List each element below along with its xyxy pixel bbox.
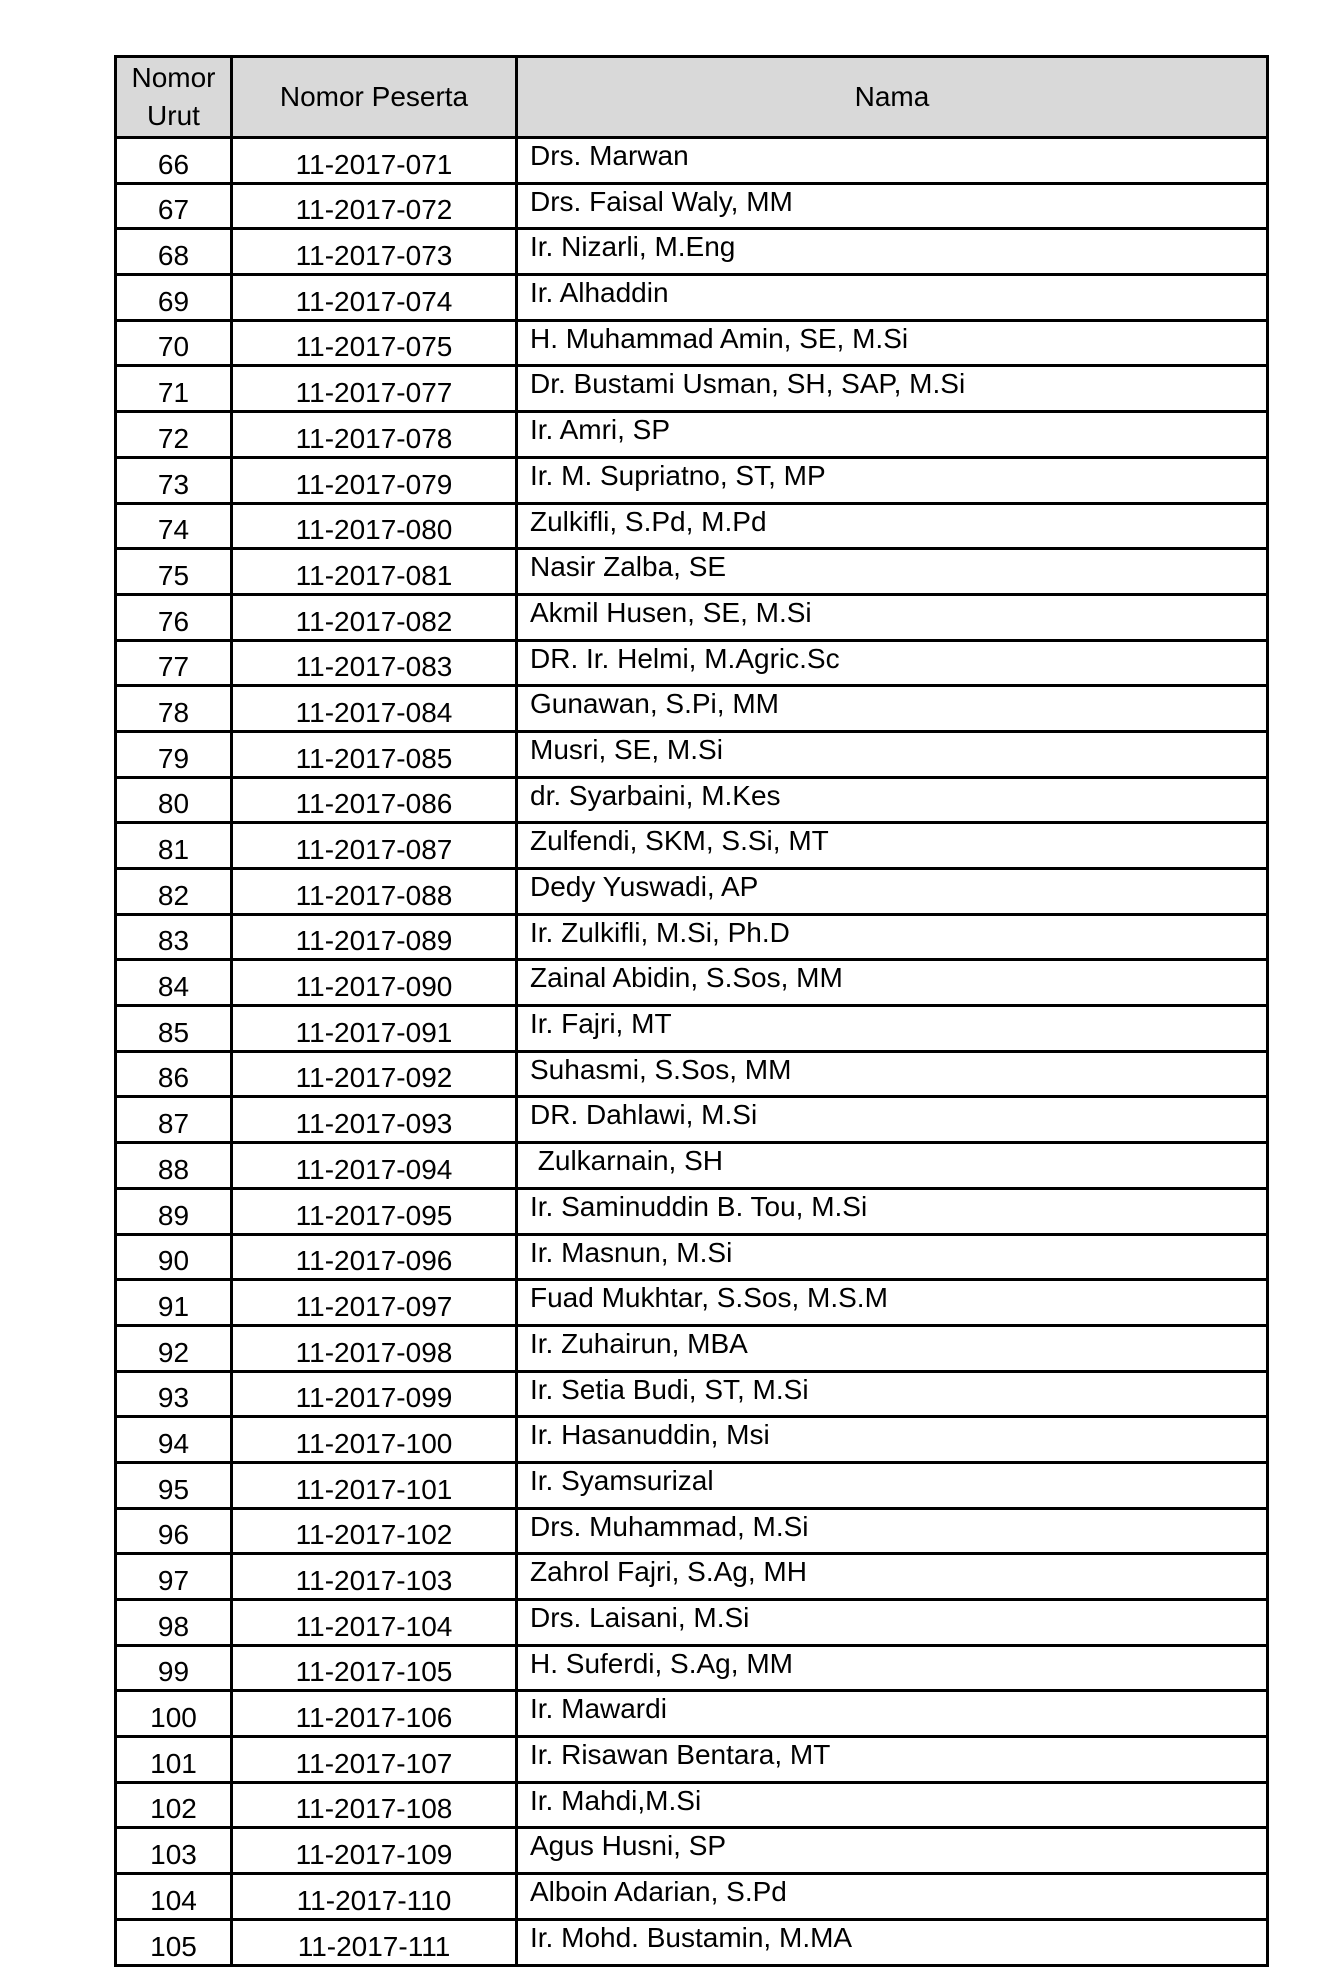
table-row — [116, 1737, 1268, 1783]
row-nama: Suhasmi, S.Sos, MM — [517, 1051, 1268, 1097]
row-nama: Ir. Fajri, MT — [517, 1006, 1268, 1052]
table-row — [116, 1508, 1268, 1554]
table-body — [116, 138, 1268, 1966]
row-nama: Agus Husni, SP — [517, 1828, 1268, 1874]
row-nomor-peserta: 11-2017-082 — [232, 594, 517, 640]
row-nomor-peserta: 11-2017-090 — [232, 960, 517, 1006]
table-row — [116, 183, 1268, 229]
row-nomor-peserta: 11-2017-079 — [232, 457, 517, 503]
row-nama: Ir. Hasanuddin, Msi — [517, 1417, 1268, 1463]
header-nomor-urut-line1: Nomor — [131, 62, 216, 93]
row-nama: Fuad Mukhtar, S.Sos, M.S.M — [517, 1280, 1268, 1326]
table-row — [116, 1600, 1268, 1646]
row-nomor-peserta: 11-2017-077 — [232, 366, 517, 412]
row-nama: DR. Ir. Helmi, M.Agric.Sc — [517, 640, 1268, 686]
row-nama: DR. Dahlawi, M.Si — [517, 1097, 1268, 1143]
row-nomor-peserta: 11-2017-108 — [232, 1782, 517, 1828]
row-nama: Ir. Mahdi,M.Si — [517, 1782, 1268, 1828]
row-nomor-peserta: 11-2017-081 — [232, 549, 517, 595]
table-row — [116, 1417, 1268, 1463]
row-nama: Ir. Syamsurizal — [517, 1462, 1268, 1508]
row-nama: Gunawan, S.Pi, MM — [517, 686, 1268, 732]
table-row — [116, 412, 1268, 458]
table-row — [116, 138, 1268, 184]
table-row — [116, 1645, 1268, 1691]
row-nama: H. Muhammad Amin, SE, M.Si — [517, 320, 1268, 366]
row-nama: Ir. Mawardi — [517, 1691, 1268, 1737]
row-nomor-urut: 98 — [116, 1600, 232, 1646]
row-nomor-peserta: 11-2017-106 — [232, 1691, 517, 1737]
row-nomor-peserta: 11-2017-072 — [232, 183, 517, 229]
row-nama: Ir. Mohd. Bustamin, M.MA — [517, 1919, 1268, 1965]
row-nama: Zahrol Fajri, S.Ag, MH — [517, 1554, 1268, 1600]
row-nomor-peserta: 11-2017-085 — [232, 731, 517, 777]
table-row — [116, 1828, 1268, 1874]
row-nomor-peserta: 11-2017-092 — [232, 1051, 517, 1097]
row-nomor-peserta: 11-2017-071 — [232, 138, 517, 184]
row-nomor-urut: 71 — [116, 366, 232, 412]
table-row — [116, 731, 1268, 777]
row-nomor-peserta: 11-2017-095 — [232, 1188, 517, 1234]
row-nama: Zulkifli, S.Pd, M.Pd — [517, 503, 1268, 549]
row-nama: Ir. Amri, SP — [517, 412, 1268, 458]
header-nomor-urut — [116, 57, 232, 138]
table-row — [116, 1234, 1268, 1280]
row-nomor-urut: 88 — [116, 1143, 232, 1189]
table-row — [116, 1280, 1268, 1326]
row-nomor-urut: 78 — [116, 686, 232, 732]
row-nama: Ir. Setia Budi, ST, M.Si — [517, 1371, 1268, 1417]
table-row — [116, 914, 1268, 960]
row-nama: Ir. Zulkifli, M.Si, Ph.D — [517, 914, 1268, 960]
row-nama: Dedy Yuswadi, AP — [517, 869, 1268, 915]
row-nomor-peserta: 11-2017-098 — [232, 1325, 517, 1371]
row-nomor-urut: 103 — [116, 1828, 232, 1874]
row-nomor-peserta: 11-2017-105 — [232, 1645, 517, 1691]
row-nomor-urut: 89 — [116, 1188, 232, 1234]
row-nama: Alboin Adarian, S.Pd — [517, 1874, 1268, 1920]
row-nomor-urut: 97 — [116, 1554, 232, 1600]
table-row — [116, 777, 1268, 823]
row-nama: Ir. M. Supriatno, ST, MP — [517, 457, 1268, 503]
row-nomor-urut: 81 — [116, 823, 232, 869]
row-nomor-peserta: 11-2017-089 — [232, 914, 517, 960]
table-row — [116, 960, 1268, 1006]
row-nomor-urut: 72 — [116, 412, 232, 458]
row-nomor-peserta: 11-2017-101 — [232, 1462, 517, 1508]
row-nomor-urut: 76 — [116, 594, 232, 640]
row-nomor-peserta: 11-2017-097 — [232, 1280, 517, 1326]
row-nomor-peserta: 11-2017-074 — [232, 275, 517, 321]
row-nama: H. Suferdi, S.Ag, MM — [517, 1645, 1268, 1691]
row-nomor-urut: 66 — [116, 138, 232, 184]
header-nomor-urut-line2: Urut — [147, 100, 200, 131]
row-nomor-peserta: 11-2017-080 — [232, 503, 517, 549]
row-nomor-urut: 80 — [116, 777, 232, 823]
row-nomor-urut: 87 — [116, 1097, 232, 1143]
row-nomor-peserta: 11-2017-087 — [232, 823, 517, 869]
row-nomor-urut: 75 — [116, 549, 232, 595]
table-row — [116, 1051, 1268, 1097]
row-nama: Drs. Muhammad, M.Si — [517, 1508, 1268, 1554]
row-nomor-peserta: 11-2017-073 — [232, 229, 517, 275]
table-header — [116, 57, 1268, 138]
table-row — [116, 869, 1268, 915]
table-row — [116, 1097, 1268, 1143]
row-nama: Dr. Bustami Usman, SH, SAP, M.Si — [517, 366, 1268, 412]
row-nomor-peserta: 11-2017-084 — [232, 686, 517, 732]
row-nomor-peserta: 11-2017-091 — [232, 1006, 517, 1052]
row-nomor-peserta: 11-2017-094 — [232, 1143, 517, 1189]
row-nomor-peserta: 11-2017-109 — [232, 1828, 517, 1874]
row-nomor-peserta: 11-2017-110 — [232, 1874, 517, 1920]
header-nama: Nama — [517, 57, 1268, 138]
row-nomor-urut: 104 — [116, 1874, 232, 1920]
row-nama: Ir. Alhaddin — [517, 275, 1268, 321]
table-row — [116, 1919, 1268, 1965]
row-nomor-urut: 99 — [116, 1645, 232, 1691]
row-nomor-urut: 83 — [116, 914, 232, 960]
row-nomor-urut: 95 — [116, 1462, 232, 1508]
row-nama: Ir. Zuhairun, MBA — [517, 1325, 1268, 1371]
row-nama: Ir. Saminuddin B. Tou, M.Si — [517, 1188, 1268, 1234]
row-nomor-urut: 102 — [116, 1782, 232, 1828]
table-row — [116, 1325, 1268, 1371]
table-row — [116, 1188, 1268, 1234]
table-row — [116, 1874, 1268, 1920]
row-nomor-urut: 70 — [116, 320, 232, 366]
row-nomor-peserta: 11-2017-103 — [232, 1554, 517, 1600]
row-nomor-peserta: 11-2017-100 — [232, 1417, 517, 1463]
row-nomor-urut: 105 — [116, 1919, 232, 1965]
row-nomor-urut: 73 — [116, 457, 232, 503]
row-nama: dr. Syarbaini, M.Kes — [517, 777, 1268, 823]
row-nomor-urut: 84 — [116, 960, 232, 1006]
table-row — [116, 549, 1268, 595]
table-row — [116, 1006, 1268, 1052]
row-nomor-urut: 74 — [116, 503, 232, 549]
row-nomor-peserta: 11-2017-088 — [232, 869, 517, 915]
row-nomor-urut: 90 — [116, 1234, 232, 1280]
row-nama: Drs. Marwan — [517, 138, 1268, 184]
table-row — [116, 594, 1268, 640]
row-nomor-peserta: 11-2017-111 — [232, 1919, 517, 1965]
row-nomor-peserta: 11-2017-093 — [232, 1097, 517, 1143]
table-row — [116, 275, 1268, 321]
table-row — [116, 1462, 1268, 1508]
table-row — [116, 686, 1268, 732]
table-row — [116, 823, 1268, 869]
row-nomor-urut: 92 — [116, 1325, 232, 1371]
row-nomor-urut: 91 — [116, 1280, 232, 1326]
row-nomor-urut: 68 — [116, 229, 232, 275]
header-nomor-peserta: Nomor Peserta — [232, 57, 517, 138]
row-nomor-peserta: 11-2017-078 — [232, 412, 517, 458]
table-row — [116, 320, 1268, 366]
row-nomor-urut: 101 — [116, 1737, 232, 1783]
row-nama: Drs. Laisani, M.Si — [517, 1600, 1268, 1646]
row-nama: Ir. Risawan Bentara, MT — [517, 1737, 1268, 1783]
row-nomor-urut: 67 — [116, 183, 232, 229]
row-nama: Zulfendi, SKM, S.Si, MT — [517, 823, 1268, 869]
table-row — [116, 1782, 1268, 1828]
row-nomor-peserta: 11-2017-075 — [232, 320, 517, 366]
participants-table — [114, 55, 1269, 1967]
row-nama: Zainal Abidin, S.Sos, MM — [517, 960, 1268, 1006]
row-nomor-peserta: 11-2017-104 — [232, 1600, 517, 1646]
row-nama: Akmil Husen, SE, M.Si — [517, 594, 1268, 640]
row-nomor-peserta: 11-2017-107 — [232, 1737, 517, 1783]
table-row — [116, 457, 1268, 503]
table-row — [116, 229, 1268, 275]
row-nomor-peserta: 11-2017-086 — [232, 777, 517, 823]
row-nomor-urut: 96 — [116, 1508, 232, 1554]
table-row — [116, 1691, 1268, 1737]
row-nama: Drs. Faisal Waly, MM — [517, 183, 1268, 229]
table-row — [116, 1371, 1268, 1417]
row-nomor-urut: 69 — [116, 275, 232, 321]
table-row — [116, 1143, 1268, 1189]
row-nomor-urut: 93 — [116, 1371, 232, 1417]
table-row — [116, 640, 1268, 686]
row-nama: Zulkarnain, SH — [517, 1143, 1268, 1189]
row-nomor-peserta: 11-2017-099 — [232, 1371, 517, 1417]
header-row — [116, 57, 1268, 138]
row-nama: Musri, SE, M.Si — [517, 731, 1268, 777]
row-nomor-urut: 86 — [116, 1051, 232, 1097]
row-nomor-urut: 82 — [116, 869, 232, 915]
table-row — [116, 503, 1268, 549]
row-nomor-urut: 79 — [116, 731, 232, 777]
row-nomor-urut: 85 — [116, 1006, 232, 1052]
row-nomor-urut: 94 — [116, 1417, 232, 1463]
row-nomor-urut: 77 — [116, 640, 232, 686]
table-row — [116, 366, 1268, 412]
row-nama: Ir. Masnun, M.Si — [517, 1234, 1268, 1280]
row-nomor-peserta: 11-2017-083 — [232, 640, 517, 686]
row-nama: Nasir Zalba, SE — [517, 549, 1268, 595]
row-nama: Ir. Nizarli, M.Eng — [517, 229, 1268, 275]
table-row — [116, 1554, 1268, 1600]
row-nomor-peserta: 11-2017-102 — [232, 1508, 517, 1554]
row-nomor-peserta: 11-2017-096 — [232, 1234, 517, 1280]
row-nomor-urut: 100 — [116, 1691, 232, 1737]
